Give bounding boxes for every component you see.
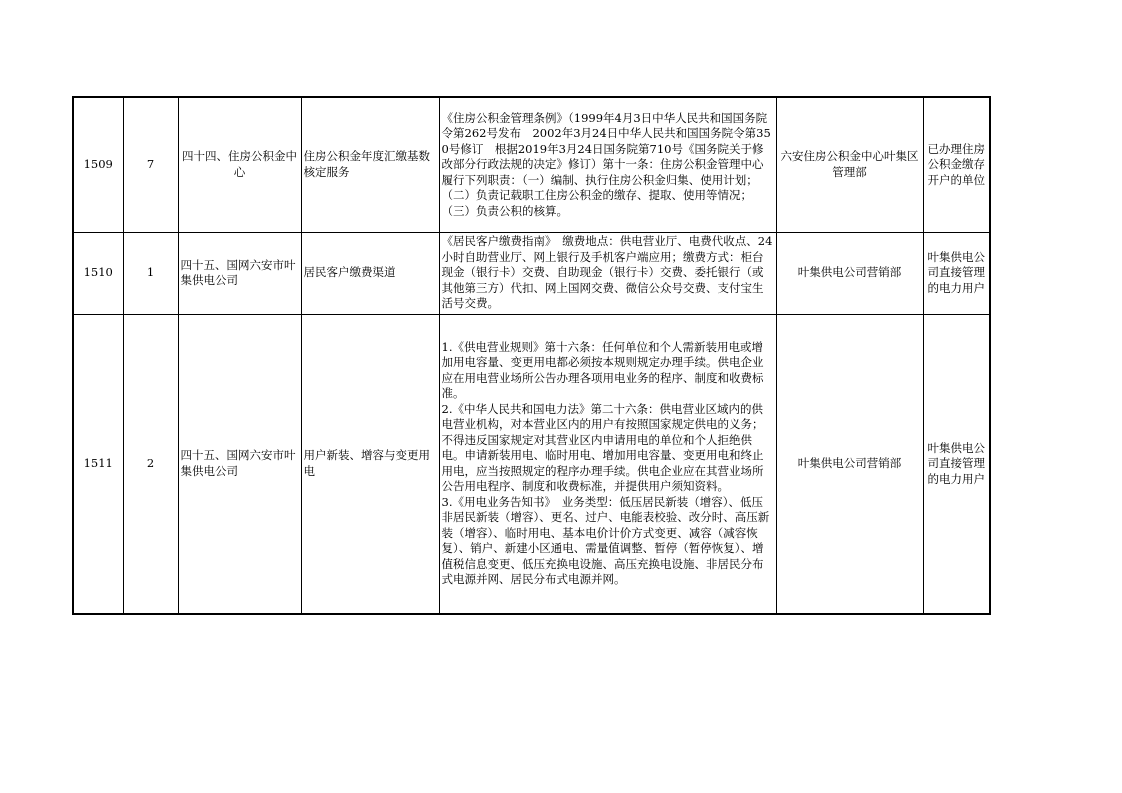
basis-clause-1: 1.《供电营业规则》第十六条：任何单位和个人需新装用电或增加用电容量、变更用电都必须按本规则规定办理手续。供电企业应在用电营业场所公告办理各项用电业务的程序、制度和收费标准。 (441, 339, 764, 401)
sub-number-cell: 1 (123, 232, 178, 314)
department-cell: 四十五、国网六安市叶集供电公司 (178, 314, 301, 614)
unit-cell: 叶集供电公司营销部 (776, 314, 923, 614)
basis-clause-3: 3.《用电业务告知书》 业务类型：低压居民新装（增容）、低压非居民新装（增容）、更名、过户、电能表校验、改分时、高压新装（增容）、临时用电、基本电价计价方式变更、减容（减容恢复）、销户、新建小区通电、需量值调整、暂停（暂停恢复）、增值税信息变更、低压充换电设施、高压充换电设施、非居民分布式电源并网、居民分布式电源并网。 (441, 494, 770, 587)
table-row (73, 97, 990, 232)
unit-cell: 六安住房公积金中心叶集区管理部 (776, 97, 923, 232)
serial-number-cell: 1509 (73, 97, 123, 232)
serial-number-cell: 1510 (73, 232, 123, 314)
table-row (73, 314, 990, 614)
department-cell: 四十五、国网六安市叶集供电公司 (178, 232, 301, 314)
unit-cell: 叶集供电公司营销部 (776, 232, 923, 314)
basis-clause-2: 2.《中华人民共和国电力法》第二十六条：供电营业区域内的供电营业机构，对本营业区内的用户有按照国家规定供电的义务；不得违反国家规定对其营业区内申请用电的单位和个人拒绝供电。申请新装用电、临时用电、增加用电容量、变更用电和终止用电，应当按照规定的程序办理手续。供电企业应在其营业场所公告用电程序、制度和收费标准，并提供用户须知资料。 (441, 401, 764, 494)
item-cell: 用户新装、增容与变更用电 (301, 314, 439, 614)
target-cell: 叶集供电公司直接管理的电力用户 (923, 232, 990, 314)
department-cell: 四十四、住房公积金中心 (178, 97, 301, 232)
table-row (73, 232, 990, 314)
target-cell: 已办理住房公积金缴存开户的单位 (923, 97, 990, 232)
target-cell: 叶集供电公司直接管理的电力用户 (923, 314, 990, 614)
item-cell: 居民客户缴费渠道 (301, 232, 439, 314)
sub-number-cell: 7 (123, 97, 178, 232)
basis-cell: 《住房公积金管理条例》（1999年4月3日中华人民共和国国务院令第262号发布 2002年3月24日中华人民共和国国务院令第350号修订 根据2019年3月24日国务院第710号《国务院关于修改部分行政法规的决定》修订）第十一条：住房公积金管理中心履行下列职责：（一）编制、执行住房公积金归集、使用计划；（二）负责记载职工住房公积金的缴存、提取、使用等情况；（三）负责公积的核算。 (439, 97, 776, 232)
sub-number-cell: 2 (123, 314, 178, 614)
services-table (72, 96, 991, 615)
item-cell: 住房公积金年度汇缴基数核定服务 (301, 97, 439, 232)
basis-cell: 《居民客户缴费指南》 缴费地点：供电营业厅、电费代收点、24小时自助营业厅、网上银行及手机客户端应用；缴费方式：柜台现金（银行卡）交费、自助现金（银行卡）交费、委托银行（或其他第三方）代扣、网上国网交费、微信公众号交费、支付宝生活号交费。 (439, 232, 776, 314)
basis-cell (439, 314, 776, 614)
serial-number-cell: 1511 (73, 314, 123, 614)
